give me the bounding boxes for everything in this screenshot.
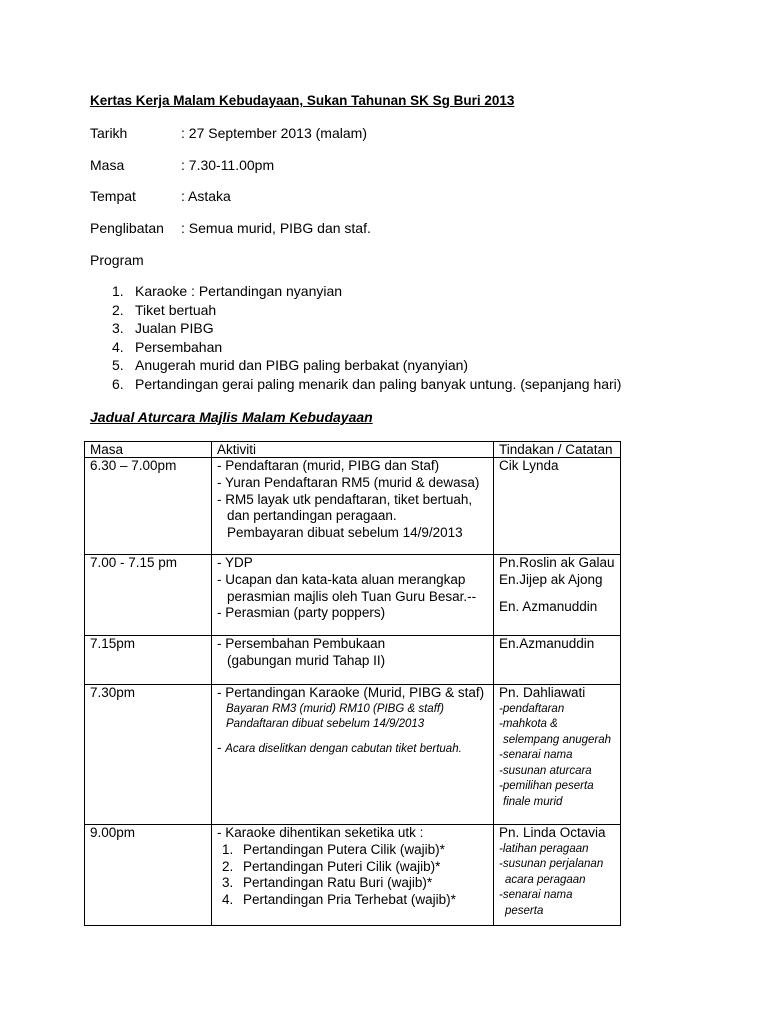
activity-cell: - Persembahan Pembukaan (gabungan murid Tahap II) xyxy=(212,636,494,685)
field-label: Masa xyxy=(90,157,125,173)
document-title: Kertas Kerja Malam Kebudayaan, Sukan Tahunan SK Sg Buri 2013 xyxy=(90,93,515,108)
action-cell: Pn. Dahliawati -pendaftaran -mahkota & selempang anugerah -senarai nama -susunan aturcara -pemilihan peserta finale murid xyxy=(494,685,621,825)
field-tarikh xyxy=(90,125,367,141)
field-tempat xyxy=(90,188,231,204)
program-heading: Program xyxy=(90,252,144,268)
table-row xyxy=(85,685,621,825)
list-item: 1. Karaoke : Pertandingan nyanyian xyxy=(112,283,343,299)
schedule-table xyxy=(84,441,621,926)
action-cell: Pn. Linda Octavia -latihan peragaan -susunan perjalanan acara peragaan -senarai nama peserta xyxy=(494,825,621,926)
activity-cell: - YDP - Ucapan dan kata-kata aluan merangkap perasmian majlis oleh Tuan Guru Besar.-- - Perasmian (party poppers) xyxy=(212,555,494,636)
field-value: : 27 September 2013 (malam) xyxy=(181,125,367,141)
table-row xyxy=(85,458,621,555)
field-penglibatan xyxy=(90,220,371,236)
field-value: : Semua murid, PIBG dan staf. xyxy=(181,220,371,236)
activity-cell: - Pendaftaran (murid, PIBG dan Staf) - Yuran Pendaftaran RM5 (murid & dewasa) - RM5 layak utk pendaftaran, tiket bertuah, dan pertandingan peragaan. Pembayaran dibuat sebelum 14/9/2013 xyxy=(212,458,494,555)
program-list xyxy=(112,282,621,394)
field-label: Tarikh xyxy=(90,125,128,141)
activity-cell: - Pertandingan Karaoke (Murid, PIBG & staf) Bayaran RM3 (murid) RM10 (PIBG & staff) Pandaftaran dibuat sebelum 14/9/2013 - Acara diselitkan dengan cabutan tiket bertuah. xyxy=(212,685,494,825)
column-header: Masa xyxy=(85,442,212,458)
time-cell: 9.00pm xyxy=(85,825,212,926)
list-item: 5. Anugerah murid dan PIBG paling berbakat (nyanyian) xyxy=(112,357,469,374)
field-label: Penglibatan xyxy=(90,220,164,236)
table-row xyxy=(85,555,621,636)
list-item: 2. Tiket bertuah xyxy=(112,301,217,318)
action-cell: En.Azmanuddin xyxy=(494,636,621,685)
activity-cell: - Karaoke dihentikan seketika utk : 1. Pertandingan Putera Cilik (wajib)* 2. Pertandingan Puteri Cilik (wajib)* 3. Pertandingan Ratu Buri (wajib)* 4. Pertandingan Pria Terhebat (wajib)* xyxy=(212,825,494,926)
table-header-row xyxy=(85,442,621,458)
list-item: 6. Pertandingan gerai paling menarik dan paling banyak untung. (sepanjang hari) xyxy=(112,375,622,392)
table-row xyxy=(85,636,621,685)
column-header: Tindakan / Catatan xyxy=(494,442,621,458)
schedule-title: Jadual Aturcara Majlis Malam Kebudayaan xyxy=(90,409,373,425)
table-row xyxy=(85,825,621,926)
time-cell: 7.00 - 7.15 pm xyxy=(85,555,212,636)
list-item: 4. Persembahan xyxy=(112,338,223,355)
field-value: : 7.30-11.00pm xyxy=(181,157,275,173)
column-header: Aktiviti xyxy=(212,442,494,458)
time-cell: 7.30pm xyxy=(85,685,212,825)
field-masa xyxy=(90,157,274,173)
action-cell: Cik Lynda xyxy=(494,458,621,555)
action-cell: Pn.Roslin ak Galau En.Jijep ak Ajong En. Azmanuddin xyxy=(494,555,621,636)
field-value: : Astaka xyxy=(181,188,231,204)
time-cell: 6.30 – 7.00pm xyxy=(85,458,212,555)
time-cell: 7.15pm xyxy=(85,636,212,685)
field-label: Tempat xyxy=(90,188,136,204)
list-item: 3. Jualan PIBG xyxy=(112,320,214,337)
